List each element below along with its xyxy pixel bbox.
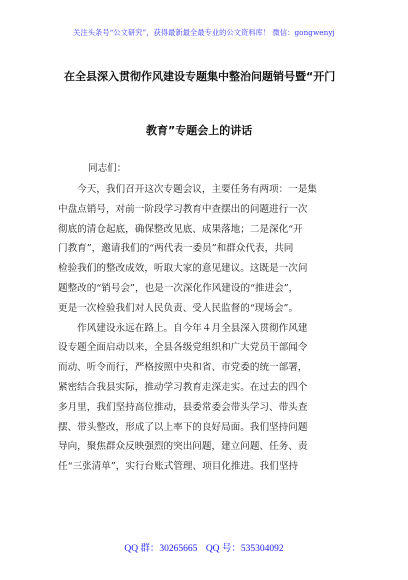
document-body bbox=[58, 180, 354, 477]
body-line: 导向，聚焦群众反映强烈的突出问题，建立问题、任务、责 bbox=[58, 441, 308, 453]
body-line: 中盘点销号，对前一阶段学习教育中查摆出的问题进行一次 bbox=[58, 203, 308, 215]
document-title-line-2: 教育”专题会上的讲话 bbox=[146, 124, 253, 137]
body-line: 设专题全面启动以来，全县各级党组织和广大党员干部闻令 bbox=[58, 342, 308, 354]
body-line: 门教育”，邀请我们的“两代表一委员”和群众代表，共同 bbox=[58, 243, 294, 255]
body-line: 更是一次检验我们对人民负责、受人民监督的“现场会”。 bbox=[58, 302, 299, 314]
body-line: 检验我们的整改成效，听取大家的意见建议。这既是一次问 bbox=[58, 263, 308, 275]
body-line: 今天，我们召开这次专题会议，主要任务有两项：一是集 bbox=[58, 184, 318, 195]
body-line: 作风建设永远在路上。自今年４月全县深入贯彻作风建 bbox=[58, 322, 308, 334]
body-line: 彻底的清仓起底，确保整改见底、成果落地；二是深化“开 bbox=[58, 223, 303, 235]
body-line: 多月里，我们坚持高位推动，县委常委会带头学习、带头查 bbox=[58, 401, 308, 413]
body-line: 紧密结合我县实际，推动学习教育走深走实。在过去的四个 bbox=[58, 381, 308, 393]
body-line: 而动、听令而行，严格按照中央和省、市党委的统一部署， bbox=[58, 362, 308, 374]
body-line: 任“三张清单”，实行台账式管理、项目化推进。我们坚持 bbox=[58, 461, 299, 473]
document-title-line-1: 在全县深入贯彻作风建设专题集中整治问题销号暨“开门 bbox=[64, 70, 336, 83]
body-line: 摆、带头整改，形成了以上率下的良好局面。我们坚持问题 bbox=[58, 421, 308, 433]
body-line: 题整改的“销号会”，也是一次深化作风建设的“推进会”， bbox=[58, 282, 299, 294]
salutation: 同志们： bbox=[88, 163, 127, 174]
footer-qq-number: QQ 号：535304092 bbox=[205, 544, 284, 554]
footer-contact bbox=[0, 540, 408, 554]
footer-qq-group: QQ 群：30265665 bbox=[124, 544, 198, 554]
header-banner: 关注头条号“公文研究”，获得最新最全最专业的公文资料库！ 微信：gongwenyj bbox=[73, 28, 335, 37]
